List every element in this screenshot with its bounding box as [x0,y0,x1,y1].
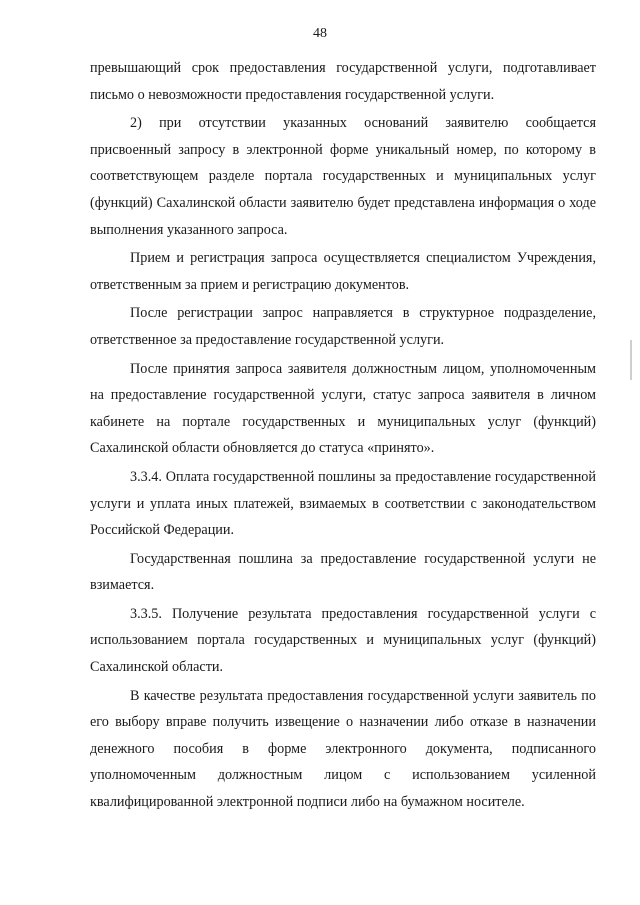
paragraph-request-registration: Прием и регистрация запроса осуществляется специалистом Учреждения, ответственным за прием и регистрацию документов. [90,250,596,293]
paragraph-fee-not-charged: Государственная пошлина за предоставление государственной услуги не взимается. [90,550,596,594]
paragraph-section-3-3-5: 3.3.5. Получение результата предоставления государственной услуги с использованием портала государственных и муниципальных услуг (функций) Сахалинской области. [90,605,596,676]
paragraph-section-3-3-4: 3.3.4. Оплата государственной пошлины за предоставление государственной услуги и уплата иных платежей, взимаемых в соответствии с законодательством Российской Федерации. [90,468,596,539]
paragraph-status-update: После принятия запроса заявителя должностным лицом, уполномоченным на предоставление государственной услуги, статус запроса заявителя в личном кабинете на портале государственных и муниципальных услуг (функций) Сахалинской области обновляется до статуса «принято». [90,360,596,457]
scan-edge-mark [630,340,632,380]
document-body [90,55,596,816]
paragraph-result-delivery: В качестве результата предоставления государственной услуги заявитель по его выбору вправе получить извещение о назначении либо отказе в назначении денежного пособия в форме электронного документа, подписанного уполномоченным должностным лицом с использованием усиленной квалифицированной электронной подписи либо на бумажном носителе. [90,687,596,811]
paragraph-continuation: превышающий срок предоставления государственной услуги, подготавливает письмо о невозможности предоставления государственной услуги. [90,60,596,103]
paragraph-no-grounds-notice: 2) при отсутствии указанных оснований заявителю сообщается присвоенный запросу в электронной форме уникальный номер, по которому в соответствующем разделе портала государственных и муниципальных услуг (функций) Сахалинской области заявителю будет представлена информация о ходе выполнения указанного запроса. [90,115,596,238]
page-number: 48 [313,26,327,41]
paragraph-request-forwarding: После регистрации запрос направляется в структурное подразделение, ответственное за предоставление государственной услуги. [90,305,596,348]
